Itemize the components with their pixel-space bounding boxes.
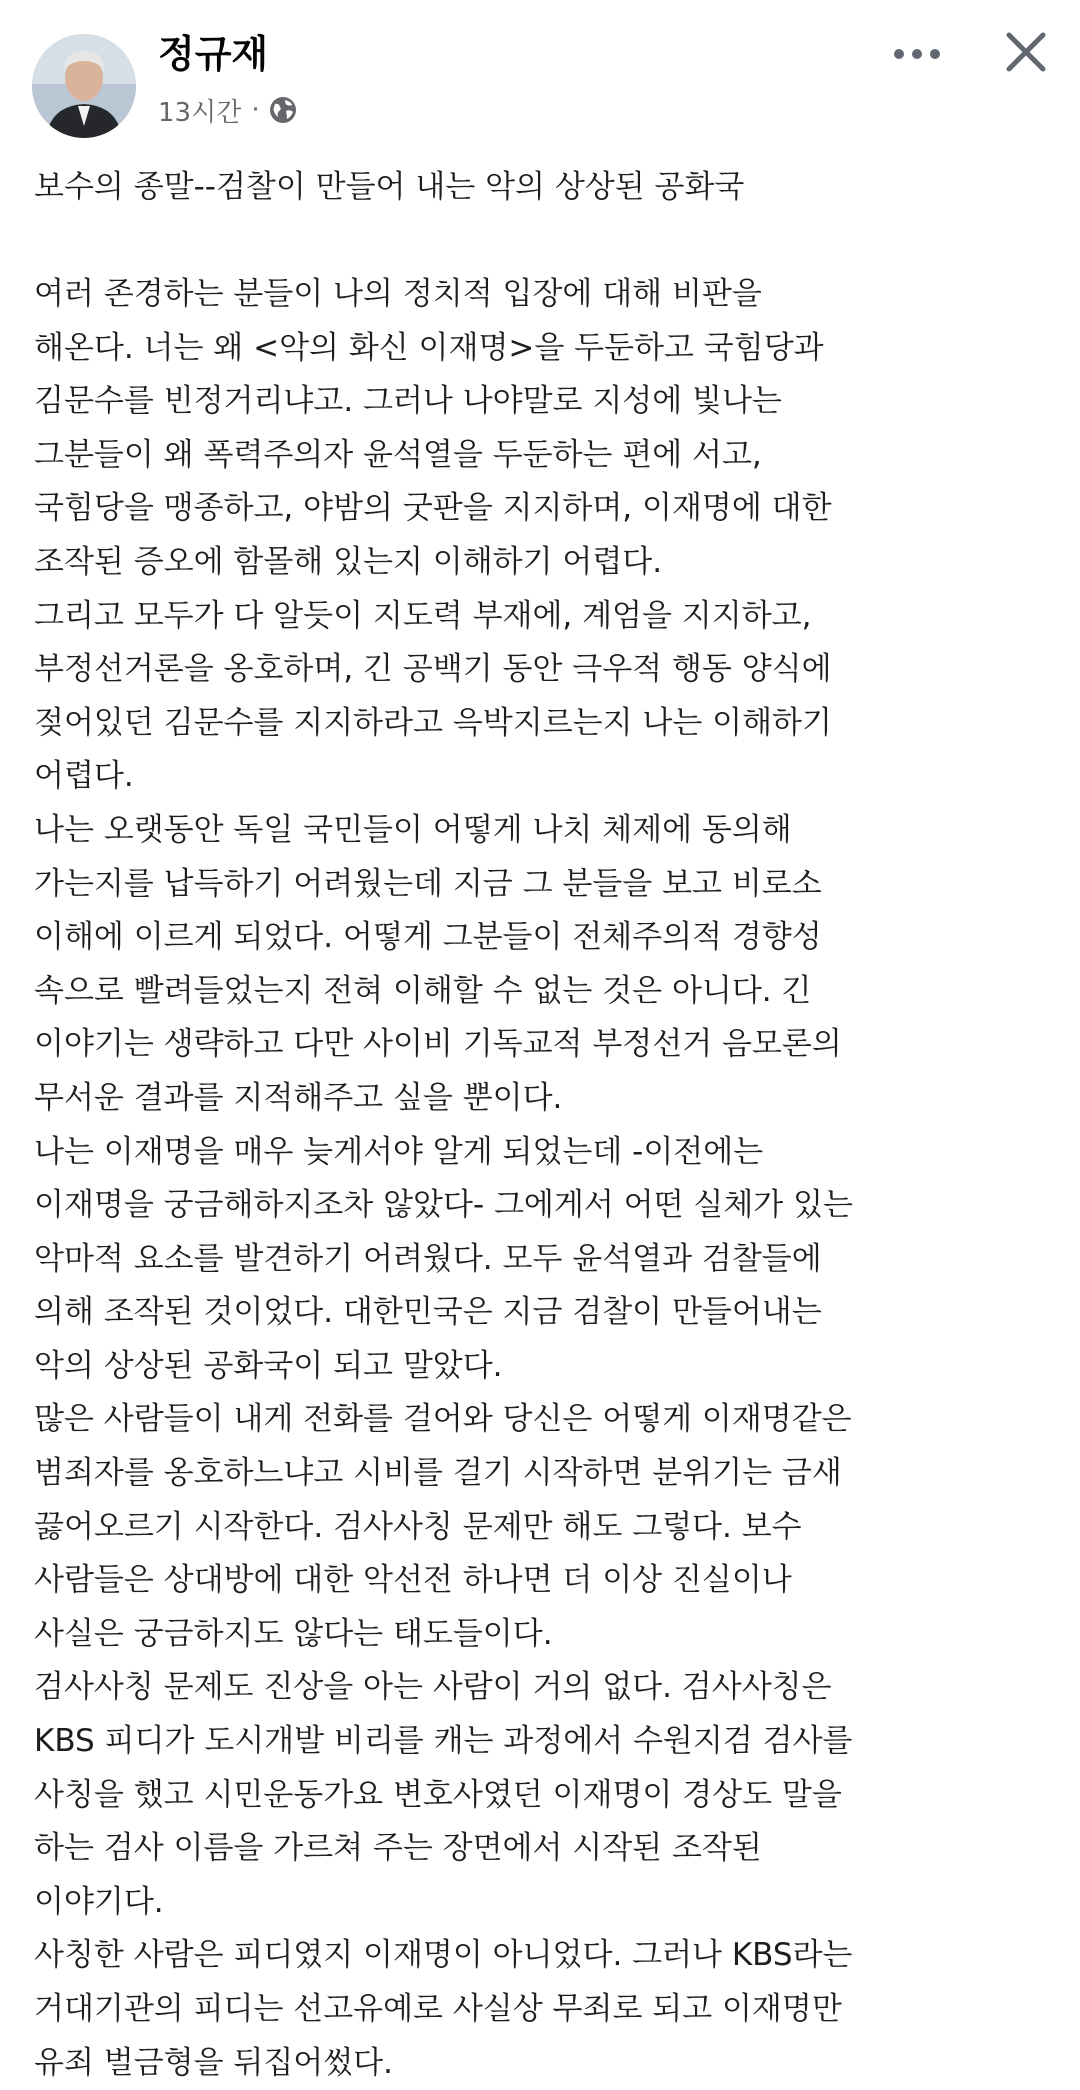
- post-text-line: 거대기관의 피디는 선고유예로 사실상 무죄로 되고 이재명만: [34, 1991, 842, 2027]
- post-text-line: 검사사칭 문제도 진상을 아는 사람이 거의 없다. 검사사칭은: [34, 1669, 832, 1706]
- post-text-line: 가는지를 납득하기 어려웠는데 지금 그 분들을 보고 비로소: [34, 865, 822, 902]
- post-text-line: 범죄자를 옹호하느냐고 시비를 걸기 시작하면 분위기는 금새: [34, 1455, 842, 1492]
- post-text-line: 사칭한 사람은 피디였지 이재명이 아니었다. 그러나 KBS라는: [34, 1937, 853, 1974]
- post-body: [34, 160, 1064, 2090]
- post-text-line: 나는 이재명을 매우 늦게서야 알게 되었는데 -이전에는: [34, 1133, 764, 1170]
- post-text-line: 악마적 요소를 발견하기 어려웠다. 모두 윤석열과 검찰들에: [34, 1240, 822, 1277]
- more-options-icon: [892, 47, 942, 61]
- post-text-line: 젖어있던 김문수를 지지하라고 윽박지르는지 나는 이해하기: [34, 704, 832, 741]
- post-text-line: KBS 피디가 도시개발 비리를 캐는 과정에서 수원지검 검사를: [34, 1723, 853, 1760]
- post-text-line: 그분들이 왜 폭력주의자 윤석열을 두둔하는 편에 서고,: [34, 436, 762, 473]
- paragraph-spacer: [34, 214, 1064, 268]
- post-text-line: 조작된 증오에 함몰해 있는지 이해하기 어렵다.: [34, 543, 663, 580]
- meta-separator: ·: [251, 95, 260, 125]
- close-icon: [1004, 30, 1048, 74]
- post-text-line: 악의 상상된 공화국이 되고 말았다.: [34, 1347, 503, 1384]
- post-text-line: 그리고 모두가 다 알듯이 지도력 부재에, 계엄을 지지하고,: [34, 597, 812, 634]
- post-text-line: 하는 검사 이름을 가르쳐 주는 장면에서 시작된 조작된: [34, 1830, 762, 1867]
- post-text-line: 무서운 결과를 지적해주고 싶을 뿐이다.: [34, 1079, 563, 1116]
- post-text-line: 이재명을 궁금해하지조차 않았다- 그에게서 어떤 실체가 있는: [34, 1187, 853, 1224]
- post-text: [34, 268, 1064, 2090]
- post-text-line: 어렵다.: [34, 758, 134, 795]
- post-text-line: 이해에 이르게 되었다. 어떻게 그분들이 전체주의적 경향성: [34, 919, 822, 956]
- post-text-line: 여러 존경하는 분들이 나의 정치적 입장에 대해 비판을: [34, 276, 762, 312]
- post-text-line: 끓어오르기 시작한다. 검사사칭 문제만 해도 그렇다. 보수: [34, 1508, 802, 1545]
- post-text-line: 사실은 궁금하지도 않다는 태도들이다.: [34, 1615, 553, 1652]
- post-text-line: 김문수를 빈정거리냐고. 그러나 나야말로 지성에 빛나는: [34, 383, 782, 420]
- globe-icon: [268, 95, 298, 125]
- post-text-line: 의해 조작된 것이었다. 대한민국은 지금 검찰이 만들어내는: [34, 1294, 822, 1331]
- post-text-line: 이야기는 생략하고 다만 사이비 기독교적 부정선거 음모론의: [34, 1026, 842, 1063]
- post-text-line: 해온다. 너는 왜 <악의 화신 이재명>을 두둔하고 국힘당과: [34, 329, 824, 366]
- post-text-line: 국힘당을 맹종하고, 야밤의 굿판을 지지하며, 이재명에 대한: [34, 490, 832, 527]
- post-header: [0, 0, 1080, 150]
- post-text-line: 나는 오랫동안 독일 국민들이 어떻게 나치 체제에 동의해: [34, 811, 792, 848]
- post-text-line: 사칭을 했고 시민운동가요 변호사였던 이재명이 경상도 말을: [34, 1776, 842, 1813]
- post-text-line: 사람들은 상대방에 대한 악선전 하나면 더 이상 진실이나: [34, 1562, 792, 1599]
- post-text-line: 이야기다.: [34, 1883, 164, 1920]
- author-avatar[interactable]: [32, 34, 136, 138]
- close-button[interactable]: [994, 20, 1058, 84]
- more-options-button[interactable]: [882, 24, 952, 84]
- post-meta: [158, 90, 298, 130]
- avatar-image: [32, 34, 136, 138]
- post-text-line: 부정선거론을 옹호하며, 긴 공백기 동안 극우적 행동 양식에: [34, 651, 832, 688]
- post-text-line: 유죄 벌금형을 뒤집어썼다.: [34, 2044, 393, 2081]
- post-timestamp[interactable]: 13시간: [158, 97, 242, 128]
- author-name[interactable]: 정규재: [158, 32, 269, 76]
- post-text-line: 속으로 빨려들었는지 전혀 이해할 수 없는 것은 아니다. 긴: [34, 972, 812, 1009]
- post-text-line: 많은 사람들이 내게 전화를 걸어와 당신은 어떻게 이재명같은: [34, 1401, 852, 1438]
- post-title: 보수의 종말--검찰이 만들어 내는 악의 상상된 공화국: [34, 169, 745, 205]
